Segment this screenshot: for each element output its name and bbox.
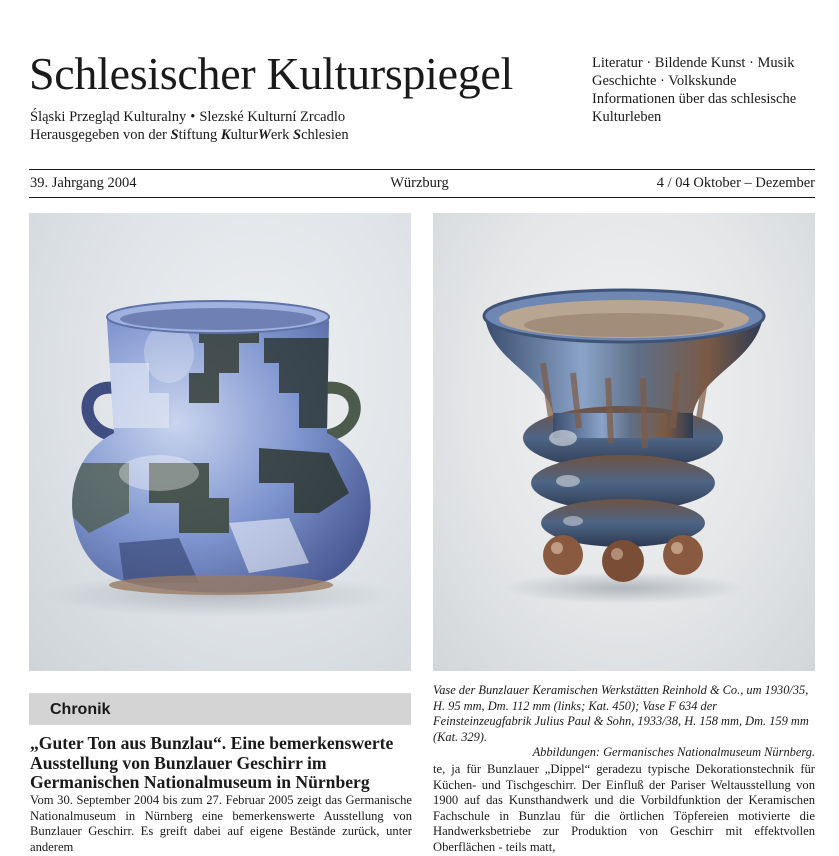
section-label: Chronik [50, 701, 111, 718]
photo-vase-reinhold [29, 213, 411, 671]
caption-credit: Abbildungen: Germanisches Nationalmuseum Nürnberg. [532, 745, 815, 759]
subtitle-polish: Śląski Przegląd Kulturalny [30, 109, 187, 125]
subtitle-czech: Slezské Kulturní Zrcadlo [199, 109, 346, 125]
masthead-subtitle [30, 108, 345, 127]
article-body-left: Vom 30. September 2004 bis zum 27. Februar 2005 zeigt das Germanische Nationalmuseum in Nürnberg eine bemerkenswerte Ausstellung von Bunzlauer Geschirr. Es greift dabei auf eigene Bestände zurück, unter anderem [30, 793, 412, 854]
topics-line: Geschichte · Volkskunde [592, 73, 737, 89]
photo-vase-paul [433, 213, 815, 671]
vase-reinhold-illustration [29, 213, 411, 671]
publisher-prefix: Herausgegeben von der [30, 127, 171, 143]
masthead-title: Schlesischer Kulturspiegel [29, 48, 514, 99]
publisher-word-schlesien: chlesien [301, 127, 349, 143]
publisher-initial-w: W [257, 127, 271, 143]
vase-paul-illustration [433, 213, 815, 671]
article-headline: „Guter Ton aus Bunzlau“. Eine bemerkenswerte Ausstellung von Bunzlauer Geschirr im Germanischen Nationalmuseum in Nürnberg [30, 733, 394, 793]
issue-number: 4 / 04 Oktober – Dezember [656, 175, 815, 191]
topics-line: Kulturleben [592, 109, 662, 125]
publisher-initial-s: S [170, 127, 179, 143]
caption-text: Vase der Bunzlauer Keramischen Werkstätten Reinhold & Co., um 1930/35, H. 95 mm, Dm. 112 mm (links; Kat. 450); Vase F 634 der Feinsteinzeugfabrik Julius Paul & Sohn, 1933/38, H. 158 mm, Dm. 159 mm (Kat. 329). [433, 683, 809, 744]
article-body-right: te, ja für Bunzlauer „Dippel“ geradezu typische Dekorationstechnik für Küchen- und Tischgeschirr. Der Einfluß der Pariser Weltausstellung von 1900 auf das Kunsthandwerk und die Vorbildfunktion der Keramischen Fachschule in Bunzlau für die örtlichen Töpfereien motivierte die Handwerksbetriebe zur Produktion von Geschirr mit effektvollen Oberflächen - teils matt, [433, 762, 815, 854]
issue-year: 39. Jahrgang 2004 [30, 175, 137, 191]
publisher-word-werk: erk [270, 127, 293, 143]
masthead-topics [592, 54, 822, 126]
masthead-publisher [30, 126, 349, 145]
subtitle-separator: • [190, 109, 196, 125]
publisher-initial-k: K [220, 127, 231, 143]
publisher-word-stiftung: tiftung [178, 127, 221, 143]
issue-place: Würzburg [390, 175, 449, 191]
publisher-initial-s2: S [293, 127, 302, 143]
topics-line: Literatur · Bildende Kunst · Musik [592, 55, 795, 71]
rule-bottom [29, 197, 815, 198]
rule-top [29, 169, 815, 170]
topics-line: Informationen über das schlesische [592, 91, 797, 107]
photo-caption [433, 683, 815, 761]
publisher-word-kultur: ultur [230, 127, 258, 143]
